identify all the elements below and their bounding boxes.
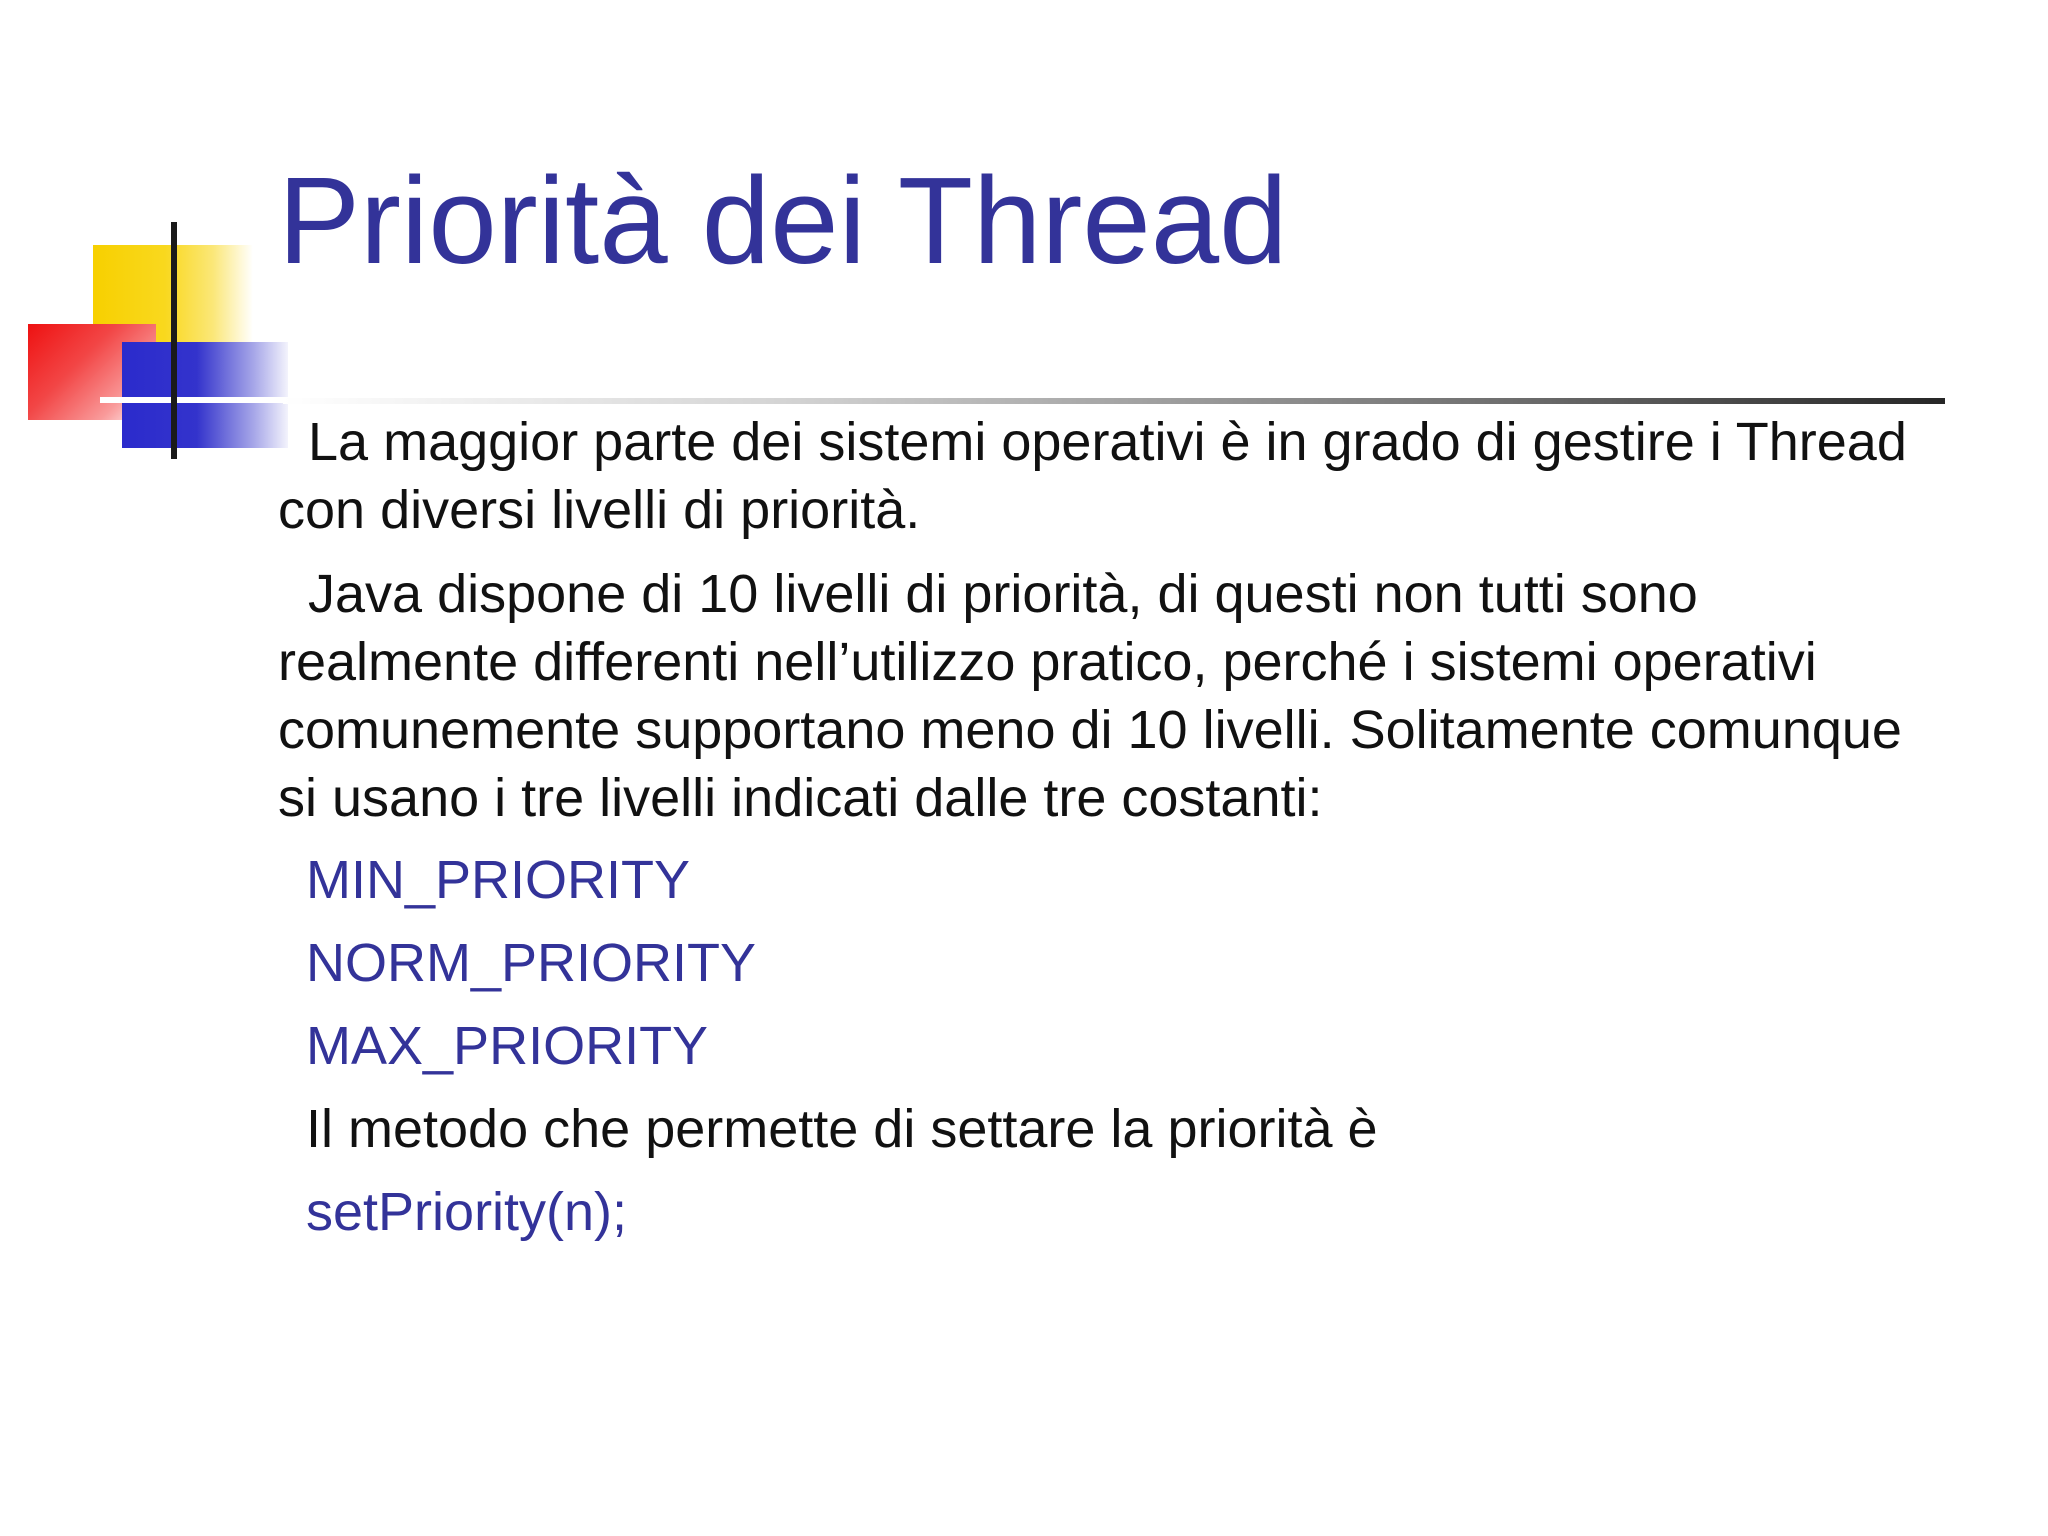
slide-title: Priorità dei Thread <box>278 153 1288 290</box>
decorative-white-line <box>100 397 290 403</box>
constant-norm-priority: NORM_PRIORITY <box>306 933 757 993</box>
constant-min-priority: MIN_PRIORITY <box>306 850 691 910</box>
decorative-blue-square <box>122 342 288 448</box>
method-call-code: setPriority(n); <box>306 1182 628 1242</box>
paragraph-os-priorities: La maggior parte dei sistemi operativi è in grado di gestire i Thread con diversi livelli di priorità. <box>278 412 1922 540</box>
paragraph-java-priorities: Java dispone di 10 livelli di priorità, di questi non tutti sono realmente differenti nell’utilizzo pratico, perché i sistemi operativi comunemente supportano meno di 10 livelli. Solitamente comunque si usano i tre livelli indicati dalle tre costanti: <box>278 564 1917 828</box>
constant-max-priority: MAX_PRIORITY <box>306 1016 709 1076</box>
title-underline <box>283 398 1945 404</box>
decorative-vertical-line <box>171 222 177 459</box>
method-intro-text: Il metodo che permette di settare la priorità è <box>306 1099 1378 1159</box>
